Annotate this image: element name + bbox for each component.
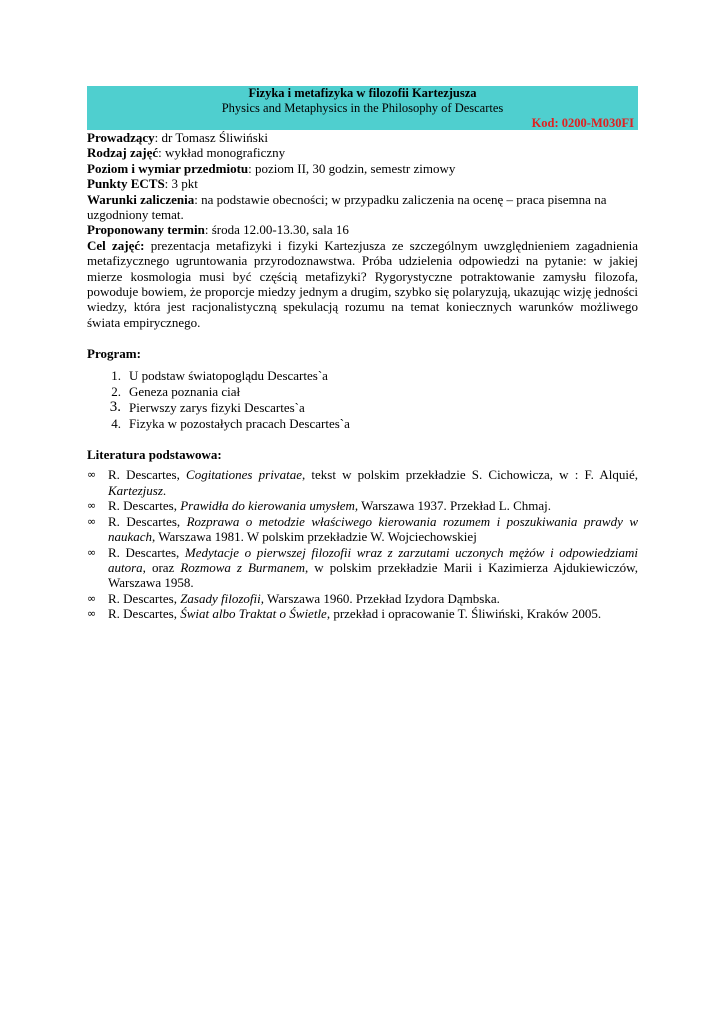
infinity-bullet-icon: ∞ [87, 607, 97, 621]
bib-details: Warszawa 1937. Przekład L. Chmaj. [358, 498, 552, 514]
course-code: Kod: 0200-M030FI [531, 116, 634, 130]
ects-label: Punkty ECTS [87, 176, 165, 192]
bib-author: R. Descartes, [108, 590, 181, 606]
term-value: : środa 12.00-13.30, sala 16 [204, 222, 349, 238]
item-number: 3. [109, 398, 121, 415]
bib-title: Prawidła do kierowania umysłem, [180, 498, 359, 514]
bib-author: R. Descartes, [108, 498, 181, 514]
bib-title: Zasady filozofii, [180, 590, 264, 606]
bib-details-2: . [162, 482, 167, 498]
bib-entry [108, 606, 638, 621]
bib-entry [108, 498, 638, 513]
conditions-label: Warunki zaliczenia [87, 191, 195, 207]
infinity-bullet-icon: ∞ [87, 514, 97, 528]
list-item [87, 384, 638, 400]
goal-row [87, 238, 638, 330]
item-number: 4. [111, 415, 121, 431]
bib-details: oraz [145, 559, 181, 575]
conditions-value: : na podstawie obecności; w przypadku zaliczenia na ocenę – praca pisemna na uzgodniony temat. [87, 191, 607, 223]
bib-author: R. Descartes, [108, 513, 187, 529]
course-header [87, 86, 638, 130]
list-item [87, 416, 638, 432]
ects-row [87, 176, 638, 191]
item-number: 2. [111, 384, 121, 400]
literature-title: Literatura podstawowa: [87, 447, 222, 463]
list-item [87, 514, 638, 545]
level-label: Poziom i wymiar przedmiotu [87, 160, 249, 176]
bib-details-2: , w polskim przekładzie Marii i Kazimierza Ajdukiewiczów, Warszawa 1958. [108, 559, 638, 591]
infinity-bullet-icon: ∞ [87, 468, 97, 482]
infinity-bullet-icon: ∞ [87, 591, 97, 605]
bib-entry [108, 545, 638, 591]
bib-details: Warszawa 1960. Przekład Izydora Dąmbska. [264, 590, 500, 606]
type-value: : wykład monograficzny [158, 145, 286, 161]
bib-title: Medytacje o pierwszej filozofii wraz z zarzutami uczonych mężów i odpowiedziami autora, [108, 544, 638, 575]
list-item [87, 368, 638, 384]
bib-details: , tekst w polskim przekładzie S. Cichowicza, w : F. Alquié, [301, 467, 639, 483]
item-number: 1. [111, 368, 121, 384]
list-item [87, 467, 638, 498]
bib-author: R. Descartes, [108, 467, 187, 483]
goal-value: prezentacja metafizyki i fizyki Kartezjusza ze szczególnym uwzględnieniem zagadnienia metafizycznego ugruntowania przyrodoznawstwa. Próba udzielenia odpowiedzi na pytanie: w jakiej mierze kosmologia musi być częścią metafizyki? Rygorystyczne potraktowanie zamysłu filozofa, powoduje bowiem, że proporcje miedzy jednym a drugim, szybko się polaryzują, ukazując wizję jedności wiedzy, która jest racjonalistyczną spekulacją rozumu na temat koniecznych warunków możliwego świata empirycznego. [87, 237, 639, 330]
term-label: Proponowany termin [87, 222, 205, 238]
bib-author: R. Descartes, [108, 606, 181, 622]
infinity-bullet-icon: ∞ [87, 499, 97, 513]
literature-list [87, 467, 638, 621]
level-row [87, 161, 638, 176]
list-item [87, 545, 638, 591]
list-item [87, 400, 638, 416]
bib-details: , przekład i opracowanie T. Śliwiński, Kraków 2005. [326, 606, 602, 622]
bib-title-2: Kartezjusz [108, 482, 163, 498]
type-label: Rodzaj zajęć [87, 145, 159, 161]
lecturer-label: Prowadzący [87, 130, 155, 145]
lecturer-value: : dr Tomasz Śliwiński [154, 130, 268, 145]
bib-title-2: Rozmowa z Burmanem [180, 559, 306, 575]
bib-details: , Warszawa 1981. W polskim przekładzie W. Wojciechowskiej [152, 529, 477, 545]
list-item [87, 498, 638, 513]
conditions-row [87, 192, 638, 223]
infinity-bullet-icon: ∞ [87, 545, 97, 559]
term-row [87, 222, 638, 237]
level-value: : poziom II, 30 godzin, semestr zimowy [248, 160, 456, 176]
bib-author: R. Descartes, [108, 544, 185, 560]
list-item [87, 606, 638, 621]
bib-title: Rozprawa o metodzie właściwego kierowania rozumem i poszukiwania prawdy w naukach [108, 513, 638, 545]
course-title-pl: Fizyka i metafizyka w filozofii Kartezjusza [248, 86, 477, 100]
lecturer-row [87, 130, 638, 145]
bib-title: Świat albo Traktat o Świetle [180, 606, 327, 622]
ects-value: : 3 pkt [164, 176, 198, 192]
bib-title: Cogitationes privatae [186, 467, 302, 483]
list-item [87, 591, 638, 606]
type-row [87, 145, 638, 160]
program-list [87, 368, 638, 431]
program-title: Program: [87, 346, 141, 362]
item-text: Fizyka w pozostałych pracach Descartes`a [129, 415, 350, 431]
bib-entry [108, 467, 638, 498]
item-text: Geneza poznania ciał [129, 384, 241, 400]
bib-entry [108, 514, 638, 545]
item-text: Pierwszy zarys fizyki Descartes`a [129, 399, 305, 415]
document-page [87, 86, 638, 622]
bib-entry [108, 591, 638, 606]
goal-label: Cel zajęć: [87, 237, 145, 253]
course-info [87, 130, 638, 330]
item-text: U podstaw światopoglądu Descartes`a [129, 368, 328, 384]
course-title-en: Physics and Metaphysics in the Philosophy of Descartes [221, 101, 504, 115]
